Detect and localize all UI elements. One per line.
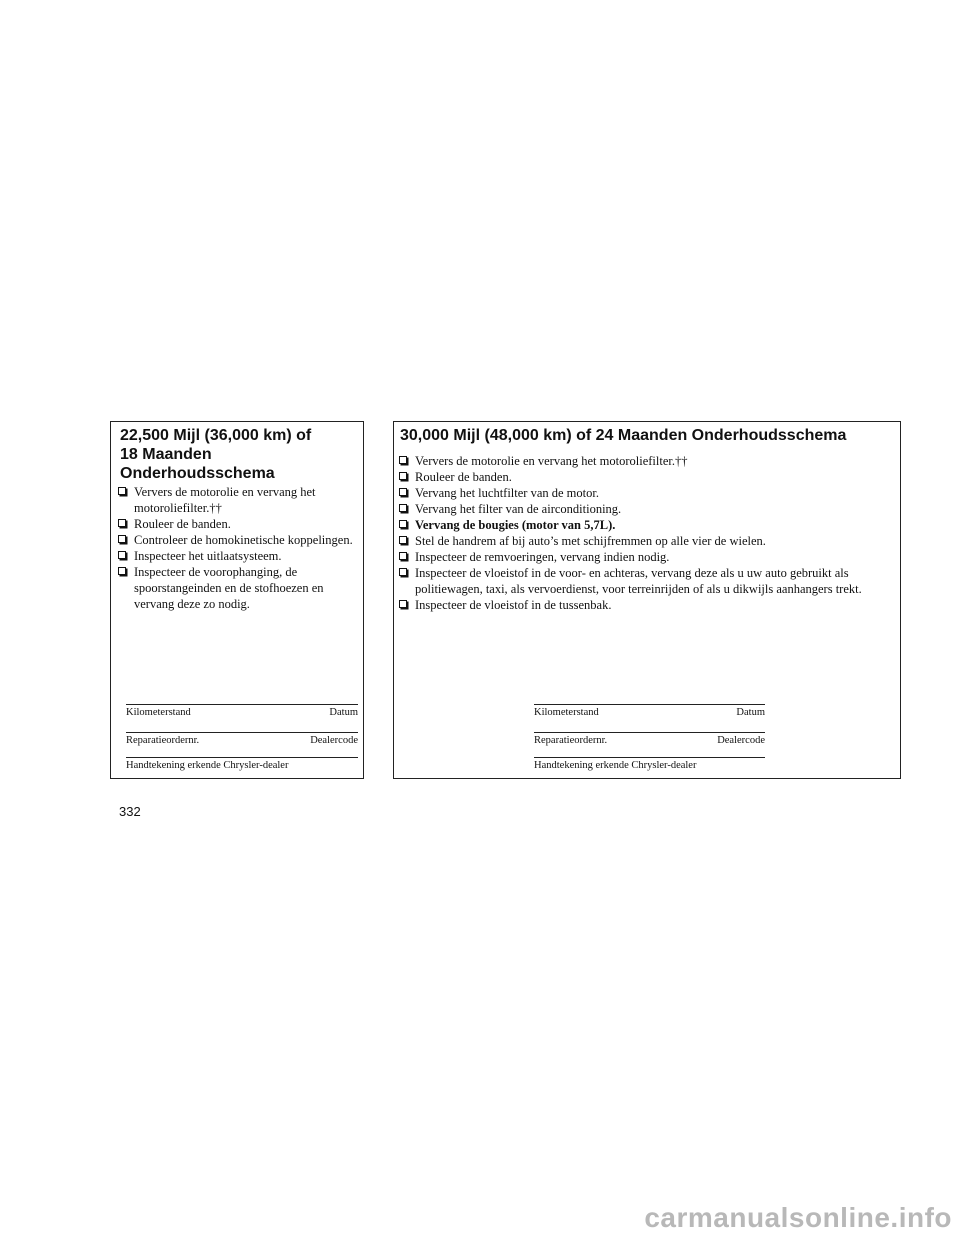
signature-block: [126, 704, 358, 774]
checklist-item: Vervang de bougies (motor van 5,7L).: [399, 517, 897, 533]
checkbox-icon[interactable]: [399, 504, 407, 512]
schedule-title-line-2: 18 Maanden: [120, 446, 212, 463]
checkbox-icon[interactable]: [118, 567, 126, 575]
signature-line: [126, 757, 358, 758]
checkbox-icon[interactable]: [399, 488, 407, 496]
maintenance-checklist: [399, 453, 897, 613]
schedule-title: [120, 426, 355, 483]
checklist-item: Ververs de motorolie en vervang het motoroliefilter.††: [118, 484, 363, 516]
signature-line: [534, 704, 765, 705]
checkbox-icon[interactable]: [399, 520, 407, 528]
schedule-title-line-3: Onderhoudsschema: [120, 465, 275, 482]
checkbox-icon[interactable]: [399, 552, 407, 560]
checkbox-icon[interactable]: [118, 535, 126, 543]
checkbox-icon[interactable]: [118, 519, 126, 527]
maintenance-checklist: [118, 484, 363, 612]
date-label: Datum: [329, 707, 358, 718]
dealer-code-label: Dealercode: [310, 735, 358, 746]
checklist-item: Stel de handrem af bij auto’s met schijfremmen op alle vier de wielen.: [399, 533, 897, 549]
schedule-card-22500: [110, 421, 364, 779]
signature-line: [126, 732, 358, 733]
checklist-item: Vervang het luchtfilter van de motor.: [399, 485, 897, 501]
checklist-item: Inspecteer de vloeistof in de voor- en achteras, vervang deze als u uw auto gebruikt als politiewagen, taxi, als vervoerdienst, voor terreinrijden of als u dikwijls aanhangers trekt.: [399, 565, 897, 597]
schedule-card-30000: [393, 421, 901, 779]
watermark: carmanualsonline.info: [644, 1202, 952, 1233]
checkbox-icon[interactable]: [399, 536, 407, 544]
checkbox-icon[interactable]: [399, 472, 407, 480]
page-number: 332: [119, 804, 141, 819]
signature-line: [534, 757, 765, 758]
mileage-label: Kilometerstand: [126, 707, 191, 718]
checkbox-icon[interactable]: [399, 600, 407, 608]
checklist-item: Rouleer de banden.: [399, 469, 897, 485]
checklist-item: Inspecteer de voorophanging, de spoorstangeinden en de stofhoezen en vervang deze zo nodig.: [118, 564, 363, 612]
dealer-code-label: Dealercode: [717, 735, 765, 746]
signature-block: [534, 704, 765, 774]
checklist-item: Ververs de motorolie en vervang het motoroliefilter.††: [399, 453, 897, 469]
checklist-item: Controleer de homokinetische koppelingen.: [118, 532, 363, 548]
checklist-item: Inspecteer het uitlaatsysteem.: [118, 548, 363, 564]
repair-order-label: Reparatieordernr.: [126, 735, 200, 746]
checklist-item: Inspecteer de vloeistof in de tussenbak.: [399, 597, 897, 613]
mileage-label: Kilometerstand: [534, 707, 599, 718]
signature-line: [534, 732, 765, 733]
checkbox-icon[interactable]: [399, 568, 407, 576]
checkbox-icon[interactable]: [399, 456, 407, 464]
signature-line: [126, 704, 358, 705]
schedule-title-line-1: 22,500 Mijl (36,000 km) of: [120, 427, 312, 444]
dealer-signature-label: Handtekening erkende Chrysler-dealer: [534, 760, 697, 771]
checklist-item: Vervang het filter van de airconditioning.: [399, 501, 897, 517]
checklist-item: Inspecteer de remvoeringen, vervang indien nodig.: [399, 549, 897, 565]
date-label: Datum: [736, 707, 765, 718]
dealer-signature-label: Handtekening erkende Chrysler-dealer: [126, 760, 289, 771]
schedule-title: 30,000 Mijl (48,000 km) of 24 Maanden Onderhoudsschema: [400, 427, 847, 444]
checkbox-icon[interactable]: [118, 551, 126, 559]
checkbox-icon[interactable]: [118, 487, 126, 495]
repair-order-label: Reparatieordernr.: [534, 735, 608, 746]
checklist-item: Rouleer de banden.: [118, 516, 363, 532]
